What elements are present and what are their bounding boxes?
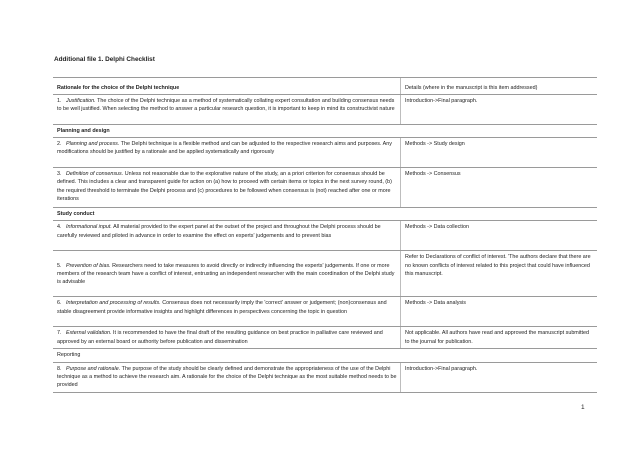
detail-cell: Methods -> Consensus — [401, 168, 598, 208]
item-text: Consensus does not necessarily imply the 'correct' answer or judgement; (non)consensus and stable disagreement provide informative insights and highlight differences in perspectives concerning the topic in question — [57, 300, 387, 315]
table-header-row — [53, 78, 597, 95]
table-row — [53, 168, 597, 208]
item-cell — [53, 168, 401, 208]
detail-cell: Methods -> Study design — [401, 138, 598, 168]
table-row — [53, 327, 597, 349]
item-column-heading: Rationale for the choice of the Delphi technique — [53, 78, 401, 95]
section-label: Study conduct — [53, 208, 597, 221]
item-number: 2. — [57, 141, 62, 148]
item-text: The purpose of the study should be clearly defined and demonstrate the appropriateness of the use of the Delphi technique as a method to achieve the research aim. A rationale for the choice of the Delphi technique as the most suitable method needs to be provided — [57, 365, 397, 389]
item-cell — [53, 362, 401, 392]
item-number: 4. — [57, 224, 62, 231]
item-title: Prevention of bias. — [66, 262, 111, 269]
table-row — [53, 221, 597, 251]
item-number: 3. — [57, 171, 62, 178]
page-number: 1 — [581, 404, 585, 411]
detail-cell: Refer to Declarations of conflict of interest. 'The authors declare that there are no known conflicts of interest related to this project that could have influenced this manuscript. — [401, 251, 598, 297]
item-number: 8. — [57, 365, 62, 372]
item-text: Researchers need to take measures to avoid directly or indirectly influencing the experts' judgements. If one or more members of the research team have a conflict of interest, entrusting an independent researcher with the main coordination of the Delphi study is advisable — [57, 262, 395, 285]
item-text: All material provided to the expert panel at the outset of the project and throughout the Delphi process should be carefully reviewed and piloted in advance in order to examine the effect on experts' judgements and to prevent bias — [57, 224, 381, 239]
section-row — [53, 208, 597, 221]
item-title: External validation. — [66, 330, 112, 337]
detail-cell: Methods -> Data collection — [401, 221, 598, 251]
detail-cell: Not applicable. All authors have read and approved the manuscript submitted to the journal for publication. — [401, 327, 598, 349]
item-title: Informational input. — [66, 224, 112, 231]
item-text: The Delphi technique is a flexible method and can be adjusted to the respective research aims and purposes. Any modifications should be justified by a rationale and be applied systematically and rigorously — [57, 141, 392, 156]
table-row — [53, 297, 597, 327]
detail-cell: Introduction->Final paragraph. — [401, 362, 598, 392]
item-number: 6. — [57, 300, 62, 307]
section-label: Reporting — [53, 349, 597, 362]
detail-cell: Introduction->Final paragraph. — [401, 95, 598, 125]
item-number: 7. — [57, 330, 62, 337]
item-cell — [53, 297, 401, 327]
section-label: Planning and design — [53, 125, 597, 138]
item-title: Purpose and rationale. — [66, 365, 121, 372]
item-title: Justification. — [66, 98, 96, 104]
item-title: Planning and process. — [66, 141, 120, 148]
section-row — [53, 125, 597, 138]
item-title: Interpretation and processing of results. — [66, 300, 161, 307]
delphi-checklist-table — [53, 77, 597, 393]
section-row — [53, 349, 597, 362]
item-title: Definition of consensus. — [66, 171, 124, 178]
item-cell — [53, 221, 401, 251]
detail-column-heading: Details (where in the manuscript is this item addressed) — [401, 78, 598, 95]
item-cell — [53, 138, 401, 168]
item-number: 1. — [57, 98, 62, 104]
item-cell — [53, 95, 401, 125]
table-row — [53, 251, 597, 297]
item-cell — [53, 251, 401, 297]
table-row — [53, 138, 597, 168]
item-cell — [53, 327, 401, 349]
item-number: 5. — [57, 262, 62, 269]
table-row — [53, 95, 597, 125]
item-text: It is recommended to have the final draft of the resulting guidance on best practice in palliative care reviewed and approved by an external board or authority before publication and dissemination — [57, 330, 383, 345]
table-row — [53, 362, 597, 392]
item-text: Unless not reasonable due to the explorative nature of the study, an a priori criterion for consensus should be defined. This includes a clear and transparent guide for action on (a) how to proceed with certain items or topics in the next survey round, (b) the required threshold to terminate the Delphi process and (c) procedures to be followed when consensus is (not) reached after one or more iterations — [57, 171, 392, 202]
detail-cell: Methods -> Data analysis — [401, 297, 598, 327]
document-title: Additional file 1. Delphi Checklist — [54, 56, 155, 63]
item-text: The choice of the Delphi technique as a method of systematically collating expert consultation and building consensus needs to be well justified. When selecting the method to answer a particular research question, it is important to keep in mind its constructivist nature — [57, 98, 395, 113]
